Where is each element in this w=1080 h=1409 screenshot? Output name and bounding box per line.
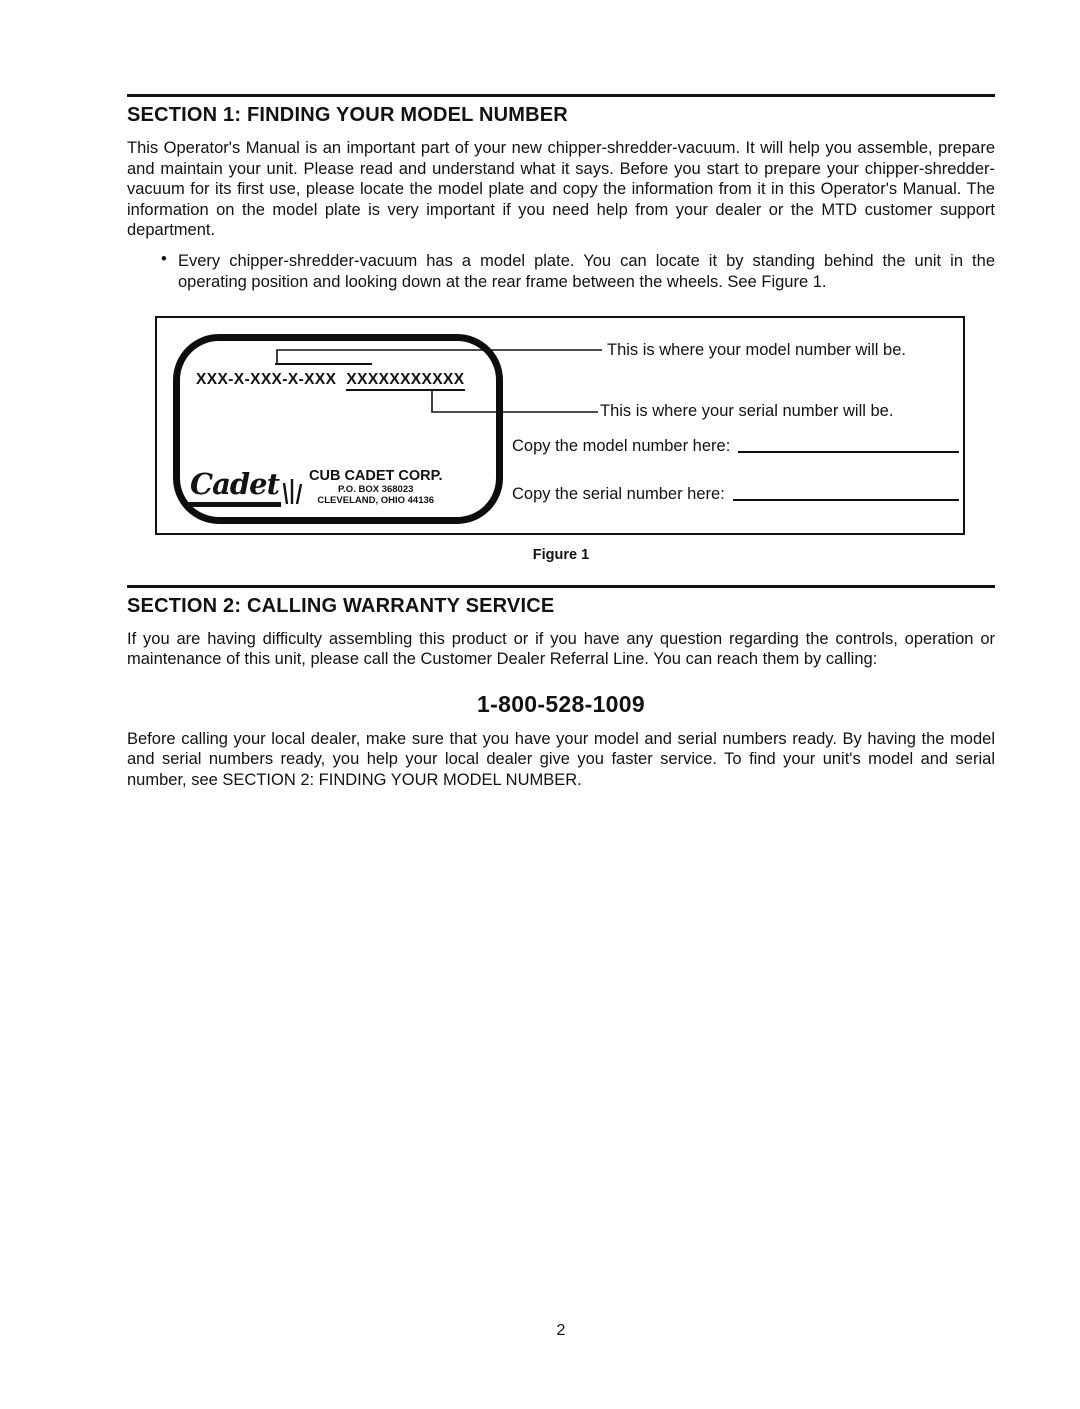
- page-number: 2: [556, 1322, 566, 1339]
- copy-serial-label: Copy the serial number here:: [512, 484, 725, 503]
- company-pobox: P.O. BOX 368023: [338, 483, 414, 495]
- copy-serial-row: [512, 485, 959, 504]
- section-divider: [127, 585, 995, 588]
- grass-icon: [283, 475, 303, 505]
- company-address: [309, 468, 442, 507]
- serial-number-placeholder: XXXXXXXXXXX: [346, 371, 464, 391]
- warranty-phone-number: 1-800-528-1009: [477, 690, 645, 717]
- figure-1-box: [155, 316, 965, 535]
- bullet-item: [127, 251, 995, 293]
- top-divider: [127, 94, 995, 97]
- section1-title: SECTION 1: FINDING YOUR MODEL NUMBER: [127, 104, 568, 126]
- serial-number-note: This is where your serial number will be.: [600, 401, 894, 420]
- copy-model-label: Copy the model number here:: [512, 436, 731, 455]
- bullet-text: Every chipper-shredder-vacuum has a model plate. You can locate it by standing behind the unit in the operating position and looking down at the rear frame between the wheels. See Figure 1.: [178, 251, 995, 291]
- plate-branding: [188, 468, 442, 507]
- section2-paragraph-2: Before calling your local dealer, make sure that you have your model and serial numbers ready. By having the model and serial numbers ready, you help your local dealer give you faster service. To find your unit's model and serial number, see SECTION 2: FINDING YOUR MODEL NUMBER.: [127, 729, 995, 789]
- cadet-logo-script: Cadet: [190, 466, 279, 501]
- serial-write-in-line: [733, 499, 959, 501]
- model-number-placeholder: XXX-X-XXX-X-XXX: [196, 370, 337, 388]
- model-number-note: This is where your model number will be.: [607, 340, 906, 359]
- copy-model-row: [512, 437, 959, 456]
- company-name: CUB CADET CORP.: [309, 467, 443, 484]
- model-write-in-line: [738, 451, 959, 453]
- plate-numbers: [196, 371, 465, 389]
- section2-paragraph-1: If you are having difficulty assembling this product or if you have any question regarding the controls, operation or maintenance of this unit, please call the Customer Dealer Referral Line. You can reach them by calling:: [127, 629, 995, 668]
- page-content: [127, 0, 995, 1339]
- bullet-marker: •: [161, 249, 167, 268]
- section2-title: SECTION 2: CALLING WARRANTY SERVICE: [127, 594, 555, 617]
- cadet-logo: [188, 466, 281, 507]
- section1-intro-paragraph: This Operator's Manual is an important part of your new chipper-shredder-vacuum. It will help you assemble, prepare and maintain your unit. Please read and understand what it says. Before you start to prepare your chipper-shredder-vacuum for its first use, please locate the model plate and copy the information from it in this Operator's Manual. The information on the model plate is very important if you need help from your dealer or the MTD customer support department.: [127, 139, 995, 239]
- figure-1-caption: Figure 1: [532, 546, 590, 563]
- model-plate: [173, 334, 503, 524]
- company-city: CLEVELAND, OHIO 44136: [317, 494, 435, 506]
